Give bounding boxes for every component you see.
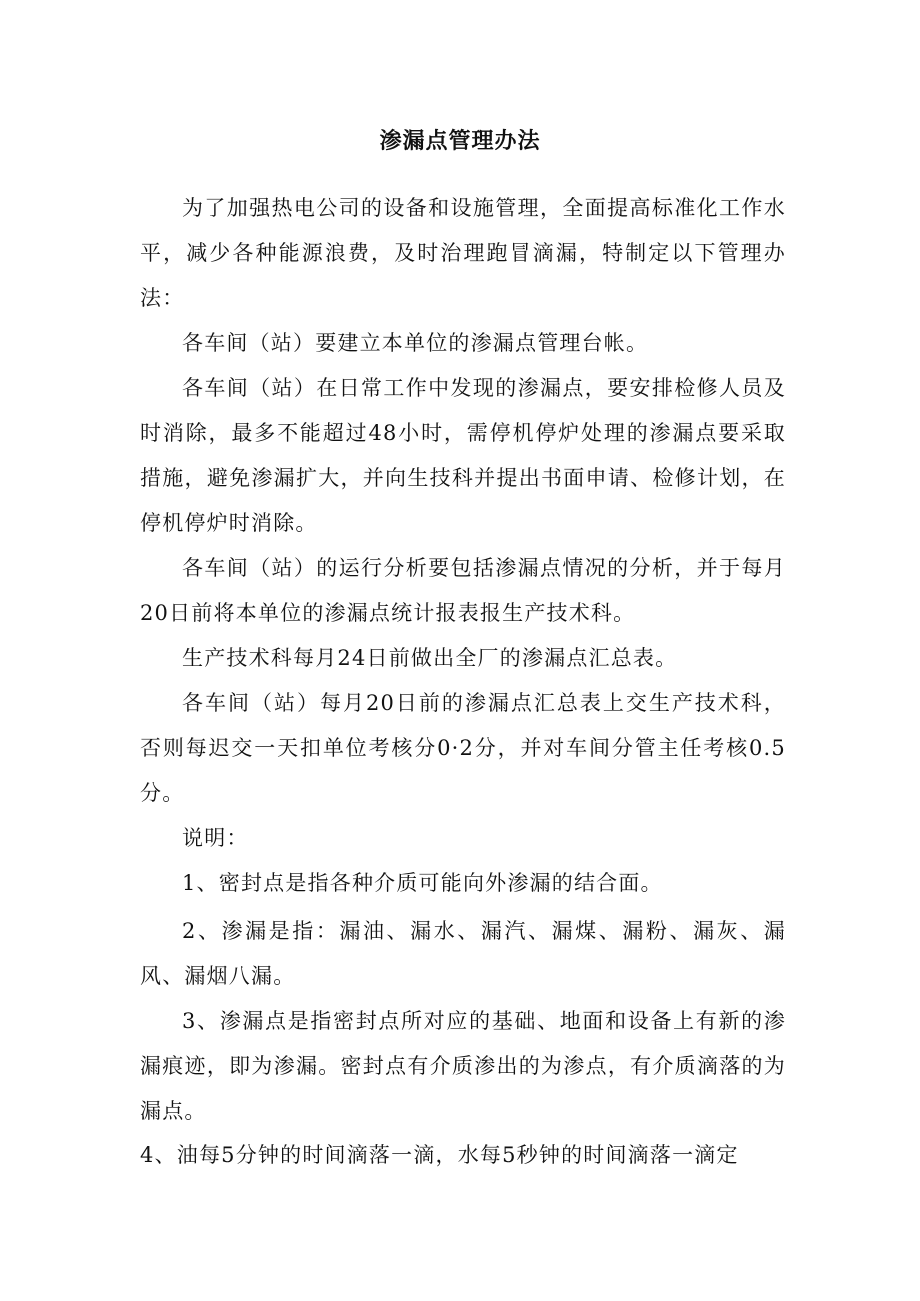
- notes-label: 说明：: [182, 826, 249, 850]
- note-item-2: 2、渗漏是指：漏油、漏水、漏汽、漏煤、漏粉、漏灰、漏风、漏烟八漏。: [140, 919, 786, 988]
- repair-paragraph: 各车间（站）在日常工作中发现的渗漏点，要安排检修人员及时消除，最多不能超过48小时，需停机停炉处理的渗漏点要采取措施，避免渗漏扩大，并向生技科并提出书面申请、检修计划，在停机停炉时消除。: [140, 376, 786, 535]
- analysis-paragraph: 各车间（站）的运行分析要包括渗漏点情况的分析，并于每月20日前将本单位的渗漏点统计报表报生产技术科。: [140, 556, 786, 625]
- note-item-3: 3、渗漏点是指密封点所对应的基础、地面和设备上有新的渗漏痕迹，即为渗漏。密封点有介质渗出的为渗点，有介质滴落的为漏点。: [140, 1009, 786, 1123]
- summary-paragraph: 生产技术科每月24日前做出全厂的渗漏点汇总表。: [182, 646, 678, 670]
- document-title: 渗漏点管理办法: [379, 129, 541, 154]
- note-item-4: 4、油每5分钟的时间滴落一滴，水每5秒钟的时间滴落一滴定: [140, 1143, 739, 1167]
- intro-paragraph: 为了加强热电公司的设备和设施管理，全面提高标准化工作水平，减少各种能源浪费，及时治理跑冒滴漏，特制定以下管理办法：: [140, 196, 786, 310]
- penalty-paragraph: 各车间（站）每月20日前的渗漏点汇总表上交生产技术科，否则每迟交一天扣单位考核分0·2分，并对车间分管主任考核0.5分。: [140, 691, 786, 805]
- note-item-1: 1、密封点是指各种介质可能向外渗漏的结合面。: [182, 871, 663, 895]
- ledger-paragraph: 各车间（站）要建立本单位的渗漏点管理台帐。: [182, 331, 649, 355]
